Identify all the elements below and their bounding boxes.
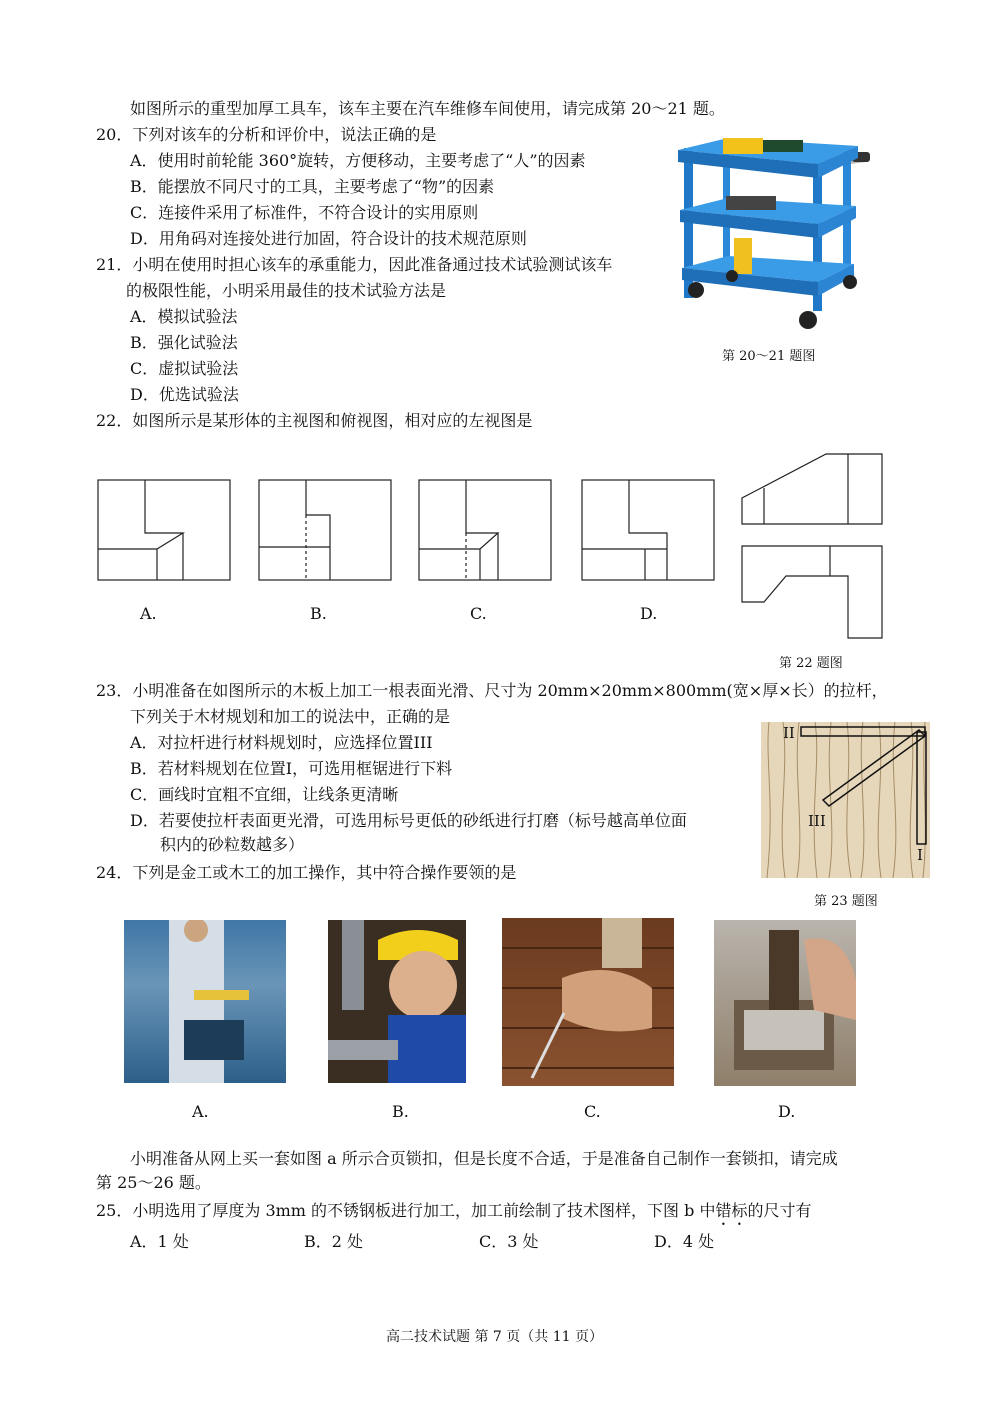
q21-option-d: D．优选试验法	[130, 385, 239, 404]
q22-front-top-views	[740, 452, 886, 642]
q23-option-d-line2: 积内的砂粒数越多）	[160, 835, 305, 854]
q21-option-c: C．虚拟试验法	[130, 359, 239, 378]
q25-option-c: C．3 处	[479, 1232, 539, 1251]
position-label-i: I	[917, 846, 923, 864]
q20-option-d: D．用角码对连接处进行加固，符合设计的技术规范原则	[130, 229, 527, 248]
q24-stem: 24．下列是金工或木工的加工操作，其中符合操作要领的是	[96, 863, 517, 882]
q22-option-b-drawing	[258, 479, 394, 583]
q24-label-b: B.	[392, 1102, 409, 1121]
q24-photo-b	[328, 920, 466, 1083]
q25-option-b: B．2 处	[304, 1232, 364, 1251]
q21-stem-line2: 的极限性能，小明采用最佳的技术试验方法是	[126, 281, 447, 300]
q25-option-a: A．1 处	[130, 1232, 189, 1251]
q24-photo-a	[124, 920, 286, 1083]
q20-option-a: A．使用时前轮能 360°旋转，方便移动，主要考虑了“人”的因素	[130, 151, 586, 170]
q22-stem: 22．如图所示是某形体的主视图和俯视图，相对应的左视图是	[96, 411, 533, 430]
q24-photo-c	[502, 918, 674, 1086]
q22-label-a: A.	[140, 604, 157, 623]
q23-stem-line1: 23．小明准备在如图所示的木板上加工一根表面光滑、尺寸为 20mm×20mm×800mm(宽×厚×长）的拉杆，	[96, 681, 888, 700]
wood-board-image	[761, 722, 930, 878]
position-label-ii: II	[783, 724, 795, 742]
q25-stem	[96, 1200, 812, 1229]
page-footer: 高二技术试题 第 7 页（共 11 页）	[386, 1329, 603, 1345]
q25-stem-pre: 25．小明选用了厚度为 3mm 的不锈钢板进行加工，加工前绘制了技术图样，下图 b 中	[96, 1201, 716, 1220]
q20-stem: 20．下列对该车的分析和评价中，说法正确的是	[96, 125, 437, 144]
q25-option-d: D．4 处	[654, 1232, 715, 1251]
q21-stem-line1: 21．小明在使用时担心该车的承重能力，因此准备通过技术试验测试该车	[96, 255, 613, 274]
q23-stem-line2: 下列关于木材规划和加工的说法中，正确的是	[130, 707, 451, 726]
q23-option-d-line1: D．若要使拉杆表面更光滑，可选用标号更低的砂纸进行打磨（标号越高单位面	[130, 811, 687, 830]
q24-photo-d	[714, 920, 856, 1086]
fig-20-21-caption: 第 20～21 题图	[722, 349, 816, 364]
q20-option-c: C．连接件采用了标准件，不符合设计的实用原则	[130, 203, 479, 222]
q22-label-b: B.	[310, 604, 327, 623]
q21-option-a: A．模拟试验法	[130, 307, 238, 326]
q25-stem-post: 的尺寸有	[747, 1201, 812, 1220]
q23-caption: 第 23 题图	[814, 894, 878, 909]
q23-option-b: B．若材料规划在位置I，可选用框锯进行下料	[130, 759, 453, 778]
tool-cart-image	[668, 130, 878, 335]
q24-label-d: D.	[778, 1102, 796, 1121]
position-label-iii: III	[808, 812, 826, 830]
q22-option-c-drawing	[418, 479, 554, 583]
q20-option-b: B．能摆放不同尺寸的工具，主要考虑了“物”的因素	[130, 177, 495, 196]
intro-25-26-line2: 第 25～26 题。	[96, 1173, 211, 1192]
intro-25-26-line1: 小明准备从网上买一套如图 a 所示合页锁扣，但是长度不合适，于是准备自己制作一套锁扣，请完成	[130, 1149, 838, 1168]
intro-20-21: 如图所示的重型加厚工具车，该车主要在汽车维修车间使用，请完成第 20～21 题。	[130, 99, 725, 118]
q23-option-a: A．对拉杆进行材料规划时，应选择位置III	[130, 733, 433, 752]
q24-label-c: C.	[584, 1102, 601, 1121]
q22-label-c: C.	[470, 604, 487, 623]
q22-caption: 第 22 题图	[779, 656, 843, 671]
q21-option-b: B．强化试验法	[130, 333, 238, 352]
q23-option-c: C．画线时宜粗不宜细，让线条更清晰	[130, 785, 399, 804]
q22-label-d: D.	[640, 604, 658, 623]
q25-stem-emphasis: 错标	[715, 1201, 748, 1220]
q22-option-d-drawing	[581, 479, 717, 583]
q22-option-a-drawing	[97, 479, 233, 583]
q24-label-a: A.	[192, 1102, 209, 1121]
